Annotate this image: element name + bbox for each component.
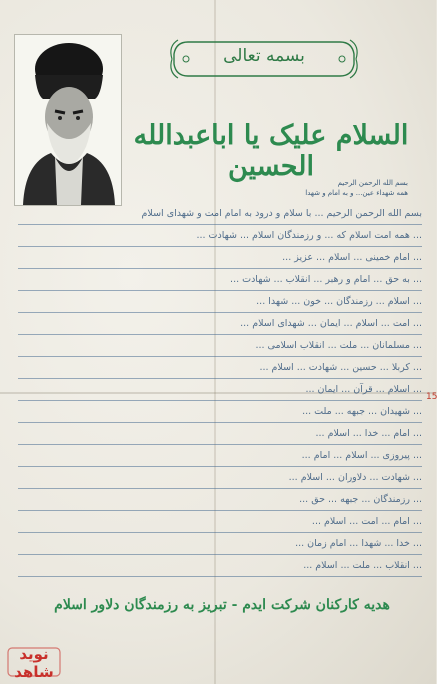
watermark-text: نوید شاهد — [14, 645, 54, 681]
basmala-text: بسمه تعالی — [223, 46, 305, 66]
intro-line: همه شهداء عین... و به امام و شهدا — [305, 189, 408, 197]
rule-line — [18, 532, 422, 533]
rule-line — [18, 246, 422, 247]
body-line: ... امام ... خدا ... اسلام ... — [315, 428, 422, 439]
body-line: ... امام خمینی ... اسلام ... عزیز ... — [282, 252, 422, 263]
body-line: ... اسلام ... قرآن ... ایمان ... — [305, 384, 422, 395]
rule-line — [18, 334, 422, 335]
body-line: ... امت ... اسلام ... ایمان ... شهدای اسلام ... — [240, 318, 422, 329]
rule-line — [18, 444, 422, 445]
rule-line — [18, 290, 422, 291]
rule-line — [18, 576, 422, 577]
rule-line — [18, 510, 422, 511]
body-line: ... انقلاب ... ملت ... اسلام ... — [303, 560, 422, 571]
rule-line — [18, 554, 422, 555]
intro-block — [238, 178, 408, 198]
body-line: ... همه امت اسلام که ... و رزمندگان اسلام ... شهادت ... — [196, 230, 422, 241]
body-line: ... اسلام ... رزمندگان ... خون ... شهدا ... — [256, 296, 422, 307]
basmala-frame — [168, 36, 360, 82]
page-marker: 15 — [426, 392, 437, 402]
body-line: ... امام ... امت ... اسلام ... — [311, 516, 422, 527]
rule-line — [18, 268, 422, 269]
intro-line: بسم الله الرحمن الرحیم — [337, 179, 408, 187]
body-line: ... شهیدان ... جبهه ... ملت ... — [302, 406, 422, 417]
rule-line — [18, 378, 422, 379]
body-line: ... مسلمانان ... ملت ... انقلاب اسلامی ... — [255, 340, 422, 351]
rule-line — [18, 400, 422, 401]
salutation-heading: السلام علیک یا اباعبدالله الحسین — [133, 120, 409, 182]
rule-line — [18, 488, 422, 489]
dedication-footer: هدیه کارکنان شرکت ایدم - تبریز به رزمندگان دلاور اسلام — [54, 597, 390, 613]
body-line: ... رزمندگان ... جبهه ... حق ... — [299, 494, 422, 505]
portrait-illustration — [15, 35, 121, 205]
body-line: بسم الله الرحمن الرحیم ... با سلام و درود به امام امت و شهدای اسلام — [141, 208, 422, 219]
body-line: ... کربلا ... حسین ... شهادت ... اسلام ... — [259, 362, 422, 373]
body-line: ... پیروزی ... اسلام ... امام ... — [301, 450, 422, 461]
portrait-photo — [14, 34, 122, 206]
body-line: ... شهادت ... دلاوران ... اسلام ... — [288, 472, 422, 483]
rule-line — [18, 422, 422, 423]
rule-line — [18, 312, 422, 313]
body-line: ... خدا ... شهدا ... امام زمان ... — [295, 538, 422, 549]
rule-line — [18, 356, 422, 357]
rule-line — [18, 466, 422, 467]
rule-line — [18, 224, 422, 225]
body-line: ... به حق ... امام و رهبر ... انقلاب ... شهادت ... — [230, 274, 422, 285]
